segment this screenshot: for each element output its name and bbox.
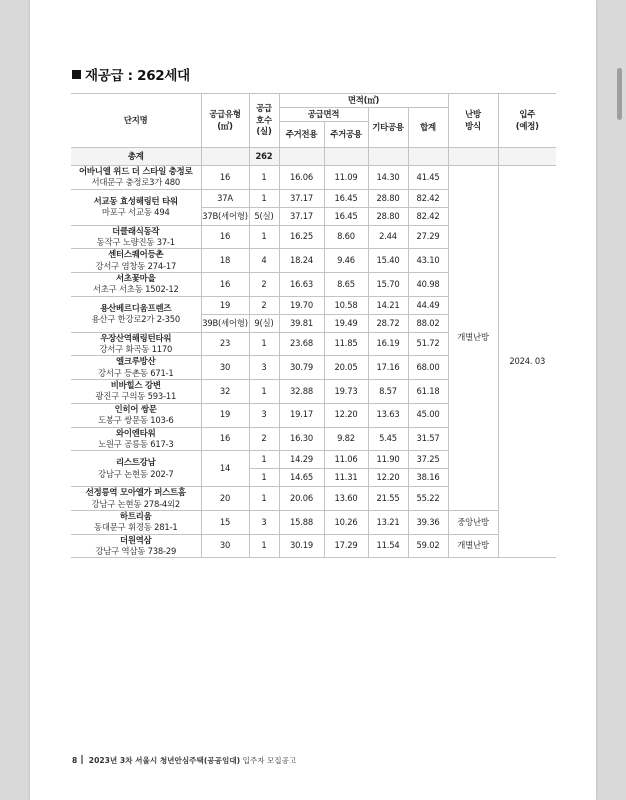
units-cell: 1	[249, 166, 279, 190]
supply-type-cell: 30	[201, 534, 249, 558]
common-area-cell: 19.73	[324, 380, 368, 404]
supply-type-cell: 16	[201, 273, 249, 297]
units-cell: 3	[249, 510, 279, 534]
exclusive-area-cell: 14.65	[279, 469, 324, 487]
total-area-cell: 61.18	[408, 380, 448, 404]
common-area-cell: 11.09	[324, 166, 368, 190]
complex-address: 광진구 구의동 593-11	[95, 391, 177, 402]
exclusive-area-cell: 15.88	[279, 510, 324, 534]
other-common-area-cell: 21.55	[368, 487, 408, 511]
common-area-cell: 19.49	[324, 314, 368, 332]
exclusive-area-cell: 16.06	[279, 166, 324, 190]
other-common-area-cell: 28.80	[368, 189, 408, 207]
complex-address: 강남구 논현동 202-7	[97, 468, 174, 479]
units-cell: 2	[249, 273, 279, 297]
complex-address: 도봉구 쌍문동 103-6	[97, 415, 174, 426]
footer-title: 2023년 3차 서울시 청년안심주택(공공임대)	[88, 756, 241, 765]
complex-name: 서초꽃마을	[116, 273, 156, 284]
other-common-area-cell: 15.40	[368, 249, 408, 273]
other-common-area-cell: 2.44	[368, 225, 408, 249]
exclusive-area-cell: 16.63	[279, 273, 324, 297]
supply-table	[71, 93, 556, 558]
units-cell: 1	[249, 332, 279, 356]
units-cell: 2	[249, 427, 279, 451]
other-common-area-cell: 12.20	[368, 469, 408, 487]
units-cell: 1	[249, 189, 279, 207]
total-area-cell: 31.57	[408, 427, 448, 451]
complex-cell	[71, 273, 201, 297]
supply-type-cell: 39B(셰어형)	[201, 314, 249, 332]
header-units: 공급 호수 (실)	[249, 94, 279, 148]
complex-address: 동대문구 휘경동 281-1	[94, 522, 178, 533]
complex-name: 비바힐스 강변	[110, 380, 161, 391]
complex-cell	[71, 166, 201, 190]
page-footer	[72, 755, 296, 766]
total-area-cell: 38.16	[408, 469, 448, 487]
units-cell: 3	[249, 356, 279, 380]
common-area-cell: 10.58	[324, 296, 368, 314]
exclusive-area-cell: 19.70	[279, 296, 324, 314]
supply-type-cell: 15	[201, 510, 249, 534]
heating-cell: 개별난방	[448, 534, 498, 558]
complex-name: 엘크루방산	[116, 356, 156, 367]
complex-address: 용산구 한강로2가 2-350	[91, 314, 181, 325]
complex-name: 서교동 효성해링턴 타워	[93, 195, 178, 206]
complex-cell	[71, 534, 201, 558]
supply-type-cell: 30	[201, 356, 249, 380]
common-area-cell: 10.26	[324, 510, 368, 534]
complex-name: 용산베르디움프렌즈	[100, 302, 172, 313]
total-area-cell: 45.00	[408, 403, 448, 427]
exclusive-area-cell: 37.17	[279, 207, 324, 225]
supply-type-cell: 18	[201, 249, 249, 273]
heating-cell: 중앙난방	[448, 510, 498, 534]
exclusive-area-cell: 37.17	[279, 189, 324, 207]
units-cell: 5(실)	[249, 207, 279, 225]
other-common-area-cell: 11.54	[368, 534, 408, 558]
footer-subtitle: 입주자 모집공고	[242, 756, 297, 765]
complex-address: 강남구 논현동 278-4외2	[91, 498, 181, 509]
units-cell: 1	[249, 380, 279, 404]
complex-name: 인히어 쌍문	[114, 403, 157, 414]
complex-cell	[71, 356, 201, 380]
supply-type-cell: 19	[201, 403, 249, 427]
move-in-cell: 2024. 03	[498, 166, 556, 558]
other-common-area-cell: 15.70	[368, 273, 408, 297]
other-common-area-cell: 14.21	[368, 296, 408, 314]
complex-address: 동작구 노량진동 37-1	[96, 237, 175, 248]
other-common-area-cell: 11.90	[368, 451, 408, 469]
total-area-cell: 44.49	[408, 296, 448, 314]
complex-address: 노원구 공릉동 617-3	[97, 438, 174, 449]
complex-address: 강서구 등촌동 671-1	[97, 367, 174, 378]
units-cell: 1	[249, 469, 279, 487]
exclusive-area-cell: 39.81	[279, 314, 324, 332]
other-common-area-cell: 17.16	[368, 356, 408, 380]
complex-address: 강서구 염창동 274-17	[95, 260, 177, 271]
total-type	[201, 148, 249, 166]
other-common-area-cell: 14.30	[368, 166, 408, 190]
common-area-cell: 13.60	[324, 487, 368, 511]
common-area-cell: 11.31	[324, 469, 368, 487]
header-supply-area: 공급면적	[279, 108, 368, 122]
complex-address: 강남구 역삼동 738-29	[95, 545, 177, 556]
complex-cell	[71, 225, 201, 249]
total-area-cell: 39.36	[408, 510, 448, 534]
supply-type-cell: 37B(셰어형)	[201, 207, 249, 225]
table-row	[71, 534, 556, 558]
complex-address: 서초구 서초동 1502-12	[92, 284, 179, 295]
complex-name: 어바니엘 위드 더 스타일 충정로	[79, 166, 193, 176]
other-common-area-cell: 13.63	[368, 403, 408, 427]
complex-cell	[71, 249, 201, 273]
complex-name: 우장산역해링턴타워	[100, 332, 172, 343]
complex-name: 하트리움	[119, 510, 152, 521]
common-area-cell: 9.82	[324, 427, 368, 451]
total-area-cell: 51.72	[408, 332, 448, 356]
supply-type-cell: 16	[201, 225, 249, 249]
table-row	[71, 166, 556, 190]
square-bullet-icon	[72, 70, 81, 79]
exclusive-area-cell: 16.25	[279, 225, 324, 249]
common-area-cell: 8.60	[324, 225, 368, 249]
other-common-area-cell: 16.19	[368, 332, 408, 356]
common-area-cell: 9.46	[324, 249, 368, 273]
supply-type-cell: 32	[201, 380, 249, 404]
units-cell: 1	[249, 534, 279, 558]
units-cell: 1	[249, 487, 279, 511]
complex-cell	[71, 296, 201, 332]
supply-type-cell: 16	[201, 427, 249, 451]
total-area-cell: 88.02	[408, 314, 448, 332]
total-area-cell: 40.98	[408, 273, 448, 297]
exclusive-area-cell: 30.79	[279, 356, 324, 380]
complex-name: 리스트강남	[116, 457, 156, 468]
units-cell: 1	[249, 451, 279, 469]
complex-cell	[71, 403, 201, 427]
units-cell: 4	[249, 249, 279, 273]
other-common-area-cell: 28.80	[368, 207, 408, 225]
complex-cell	[71, 332, 201, 356]
footer-divider	[81, 755, 83, 764]
complex-cell	[71, 189, 201, 225]
header-other-common: 기타공용	[368, 108, 408, 148]
complex-address: 마포구 서교동 494	[101, 207, 170, 218]
total-label: 총계	[71, 148, 201, 166]
total-area-cell: 68.00	[408, 356, 448, 380]
total-area-cell: 27.29	[408, 225, 448, 249]
exclusive-area-cell: 14.29	[279, 451, 324, 469]
other-common-area-cell: 13.21	[368, 510, 408, 534]
common-area-cell: 8.65	[324, 273, 368, 297]
total-area-cell: 82.42	[408, 207, 448, 225]
complex-name: 와이엔타워	[116, 427, 156, 438]
common-area-cell: 17.29	[324, 534, 368, 558]
scrollbar-thumb[interactable]	[617, 68, 622, 120]
units-cell: 1	[249, 225, 279, 249]
header-exclusive: 주거전용	[279, 122, 324, 148]
complex-address: 서대문구 충정로3가 480	[91, 177, 181, 188]
page-number: 8	[72, 756, 78, 765]
units-cell: 9(실)	[249, 314, 279, 332]
other-common-area-cell: 28.72	[368, 314, 408, 332]
supply-type-cell: 19	[201, 296, 249, 314]
units-cell: 3	[249, 403, 279, 427]
section-title	[72, 64, 190, 84]
table-row	[71, 510, 556, 534]
common-area-cell: 16.45	[324, 189, 368, 207]
section-title-text: 재공급 : 262세대	[85, 68, 190, 84]
complex-name: 선정릉역 모아엘가 퍼스트홈	[85, 487, 186, 498]
exclusive-area-cell: 19.17	[279, 403, 324, 427]
header-complex: 단지명	[71, 94, 201, 148]
complex-cell	[71, 427, 201, 451]
supply-type-cell: 37A	[201, 189, 249, 207]
exclusive-area-cell: 20.06	[279, 487, 324, 511]
total-area-cell: 43.10	[408, 249, 448, 273]
exclusive-area-cell: 30.19	[279, 534, 324, 558]
total-row	[71, 148, 556, 166]
complex-cell	[71, 510, 201, 534]
complex-cell	[71, 380, 201, 404]
exclusive-area-cell: 32.88	[279, 380, 324, 404]
exclusive-area-cell: 23.68	[279, 332, 324, 356]
header-total: 합계	[408, 108, 448, 148]
common-area-cell: 16.45	[324, 207, 368, 225]
total-area-cell: 59.02	[408, 534, 448, 558]
heating-cell: 개별난방	[448, 166, 498, 511]
supply-type-cell: 14	[201, 451, 249, 487]
total-area-cell: 55.22	[408, 487, 448, 511]
common-area-cell: 20.05	[324, 356, 368, 380]
header-supply-type: 공급유형 (㎡)	[201, 94, 249, 148]
total-area-cell: 41.45	[408, 166, 448, 190]
supply-type-cell: 23	[201, 332, 249, 356]
complex-cell	[71, 487, 201, 511]
complex-cell	[71, 451, 201, 487]
common-area-cell: 12.20	[324, 403, 368, 427]
complex-name: 더원역삼	[119, 534, 152, 545]
common-area-cell: 11.06	[324, 451, 368, 469]
supply-type-cell: 16	[201, 166, 249, 190]
header-area: 면적(㎡)	[279, 94, 448, 108]
exclusive-area-cell: 16.30	[279, 427, 324, 451]
other-common-area-cell: 5.45	[368, 427, 408, 451]
supply-type-cell: 20	[201, 487, 249, 511]
common-area-cell: 11.85	[324, 332, 368, 356]
complex-address: 강서구 화곡동 1170	[99, 344, 173, 355]
header-common: 주거공용	[324, 122, 368, 148]
total-area-cell: 82.42	[408, 189, 448, 207]
total-area-cell: 37.25	[408, 451, 448, 469]
total-units: 262	[249, 148, 279, 166]
complex-name: 센터스퀘어등촌	[108, 249, 164, 260]
header-heating: 난방 방식	[448, 94, 498, 148]
other-common-area-cell: 8.57	[368, 380, 408, 404]
exclusive-area-cell: 18.24	[279, 249, 324, 273]
header-move-in: 입주 (예정)	[498, 94, 556, 148]
units-cell: 2	[249, 296, 279, 314]
complex-name: 더클래식동작	[112, 225, 160, 236]
